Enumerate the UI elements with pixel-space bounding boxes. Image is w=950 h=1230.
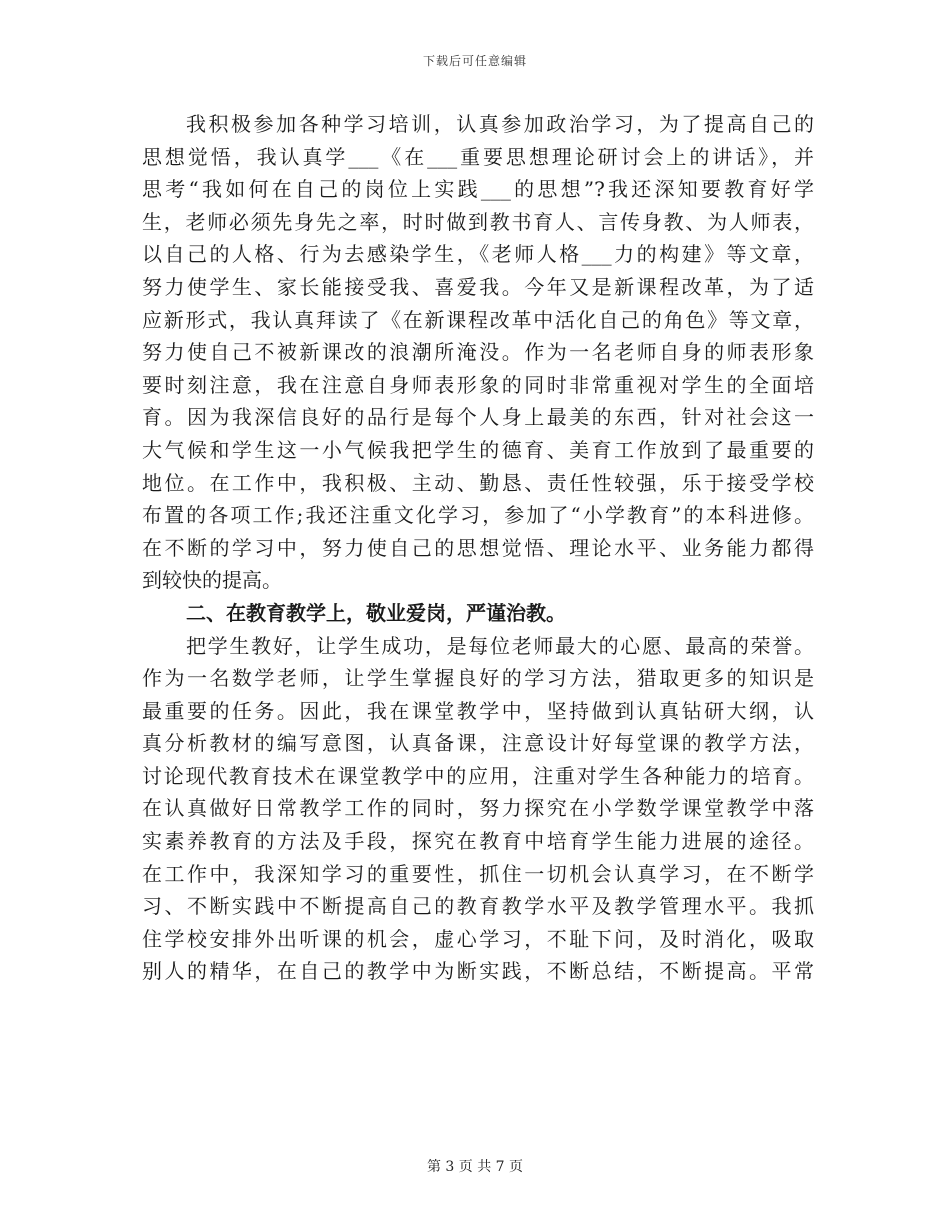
page-header: 下载后可任意编辑: [422, 54, 527, 68]
paragraph-line: 习、不断实践中不断提高自己的教育教学水平及教学管理水平。我抓: [142, 894, 814, 919]
paragraph-line: 别人的精华，在自己的教学中为断实践，不断总结，不断提高。平常: [142, 959, 814, 984]
paragraph-line: 努力使自己不被新课改的浪潮所淹没。作为一名老师自身的师表形象: [142, 340, 814, 365]
paragraph-line: 以自己的人格、行为去感染学生，《老师人格___力的构建》等文章，: [142, 242, 814, 267]
paragraph-line: 思考“我如何在自己的岗位上实践___的思想”?我还深知要教育好学: [142, 177, 814, 202]
paragraph-line: 住学校安排外出听课的机会，虚心学习，不耻下问，及时消化，吸取: [142, 926, 814, 951]
paragraph-line: 大气候和学生这一小气候我把学生的德育、美育工作放到了最重要的: [142, 437, 814, 462]
paragraph-line: 地位。在工作中，我积极、主动、勤恳、责任性较强，乐于接受学校: [142, 470, 814, 495]
paragraph-line: 把学生教好，让学生成功，是每位老师最大的心愿、最高的荣誉。: [186, 633, 814, 658]
paragraph-line: 我积极参加各种学习培训，认真参加政治学习，为了提高自己的: [186, 112, 814, 136]
paragraph-line: 作为一名数学老师，让学生掌握良好的学习方法，猎取更多的知识是: [142, 666, 814, 691]
document-body: [142, 108, 814, 988]
paragraph-line: 讨论现代教育技术在课堂教学中的应用，注重对学生各种能力的培育。: [142, 763, 814, 788]
paragraph-line: 布置的各项工作;我还注重文化学习，参加了“小学教育”的本科进修。: [142, 503, 814, 528]
paragraph-line: 到较快的提高。: [142, 568, 282, 593]
page-footer: 第 3 页 共 7 页: [426, 1159, 524, 1175]
paragraph-line: 要时刻注意，我在注意自身师表形象的同时非常重视对学生的全面培: [142, 372, 814, 397]
paragraph-line: 最重要的任务。因此，我在课堂教学中，坚持做到认真钻研大纲，认: [142, 698, 814, 723]
paragraph-line: 在认真做好日常教学工作的同时，努力探究在小学数学课堂教学中落: [142, 796, 814, 821]
paragraph-line: 在不断的学习中，努力使自己的思想觉悟、理论水平、业务能力都得: [142, 535, 814, 560]
paragraph-line: 育。因为我深信良好的品行是每个人身上最美的东西，针对社会这一: [142, 405, 814, 430]
paragraph-line: 真分析教材的编写意图，认真备课，注意设计好每堂课的教学方法，: [142, 731, 814, 756]
paragraph-line: 思想觉悟，我认真学___《在___重要思想理论研讨会上的讲话》，并: [142, 144, 814, 169]
paragraph-line: 在工作中，我深知学习的重要性，抓住一切机会认真学习，在不断学: [142, 861, 814, 886]
paragraph-line: 努力使学生、家长能接受我、喜爱我。今年又是新课程改革，为了适: [142, 274, 814, 299]
section-heading: 二、在教育教学上，敬业爱岗，严谨治教。: [186, 600, 566, 625]
paragraph-line: 应新形式，我认真拜读了《在新课程改革中活化自己的角色》等文章，: [142, 307, 814, 332]
paragraph-line: 实素养教育的方法及手段，探究在教育中培育学生能力进展的途径。: [142, 829, 814, 854]
paragraph-line: 生，老师必须先身先之率，时时做到教书育人、言传身教、为人师表，: [142, 209, 814, 234]
